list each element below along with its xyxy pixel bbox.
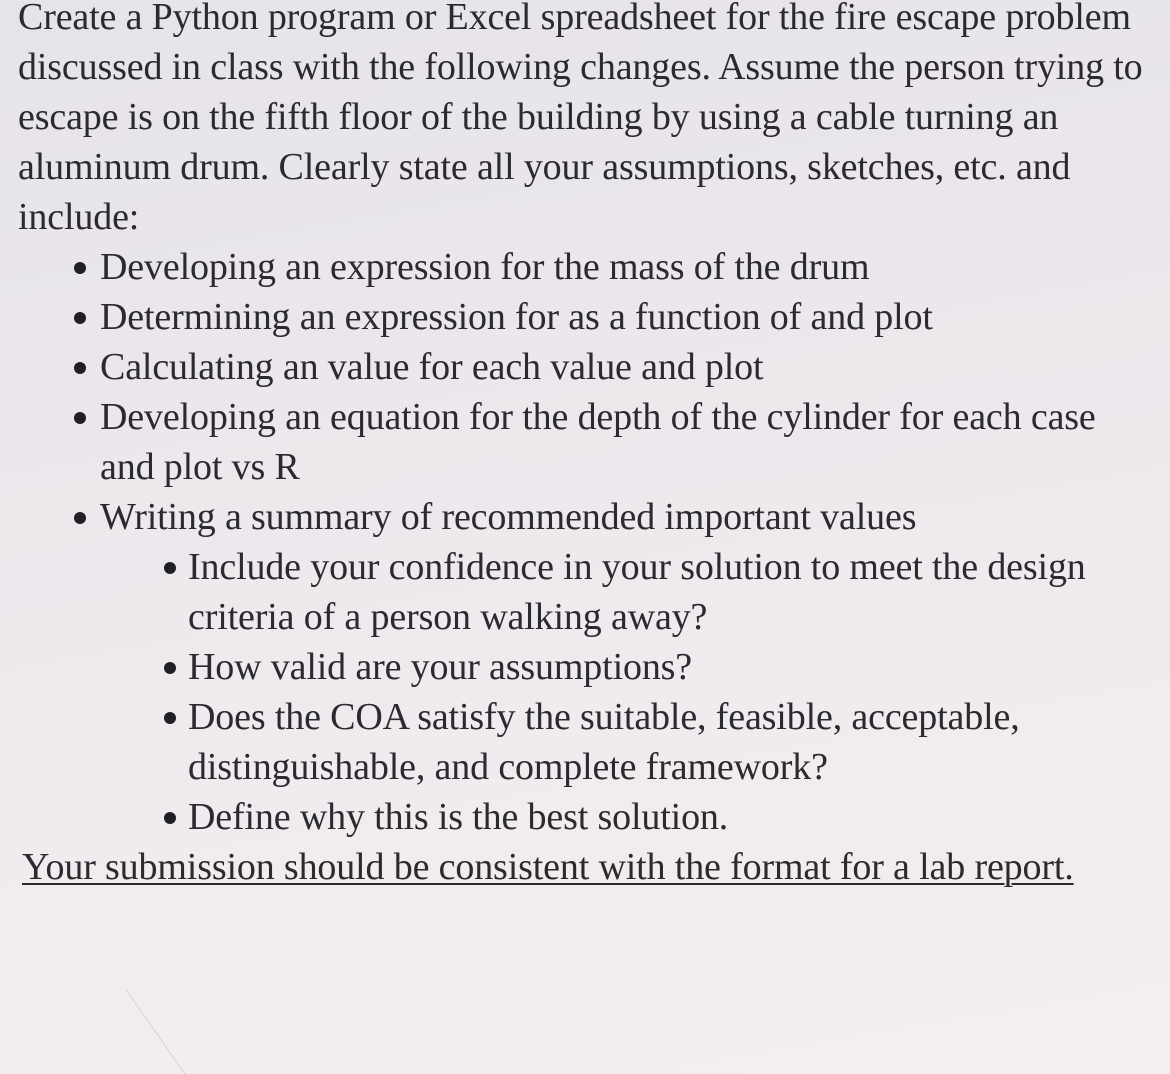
- sub-list-item-text: Define why this is the best solution.: [188, 796, 729, 838]
- sub-list-item-text: Include your confidence in your solution to meet the design criteria of a person walking away?: [188, 546, 1086, 638]
- bullet-icon: [164, 662, 176, 674]
- requirements-list: [18, 242, 1158, 842]
- list-item-text: Developing an expression for the mass of the drum: [100, 246, 870, 288]
- bullet-icon: [164, 712, 176, 724]
- sub-list-item: [100, 792, 1158, 842]
- list-item-text: Writing a summary of recommended important values: [100, 496, 917, 538]
- sub-list-item-text: Does the COA satisfy the suitable, feasible, acceptable, distinguishable, and complete framework?: [188, 696, 1020, 788]
- list-item: [18, 342, 1158, 392]
- bullet-icon: [164, 812, 176, 824]
- paper-crease: [126, 990, 266, 1074]
- bullet-icon: [74, 362, 86, 374]
- bullet-icon: [164, 562, 176, 574]
- list-item-text: Developing an equation for the depth of the cylinder for each case and plot vs R: [100, 396, 1096, 488]
- summary-sub-list: [100, 542, 1158, 842]
- sub-list-item: [100, 642, 1158, 692]
- list-item: [18, 242, 1158, 292]
- sub-list-item-text: How valid are your assumptions?: [188, 646, 693, 688]
- bullet-icon: [74, 412, 86, 424]
- bullet-icon: [74, 312, 86, 324]
- list-item: [18, 292, 1158, 342]
- submission-note: Your submission should be consistent with the format for a lab report.: [22, 846, 1074, 888]
- sub-list-item: [100, 692, 1158, 792]
- list-item-text: Calculating an value for each value and plot: [100, 346, 764, 388]
- bullet-icon: [74, 512, 86, 524]
- list-item-text: Determining an expression for as a function of and plot: [100, 296, 933, 338]
- intro-paragraph: Create a Python program or Excel spreadsheet for the fire escape problem discussed in class with the following changes. Assume the person trying to escape is on the fifth floor of the building by using a cable turning an aluminum drum. Clearly state all your assumptions, sketches, etc. and include:: [18, 0, 1143, 238]
- list-item: [18, 392, 1158, 492]
- sub-list-item: [100, 542, 1158, 642]
- assignment-document: [18, 0, 1158, 892]
- list-item: [18, 492, 1158, 842]
- bullet-icon: [74, 262, 86, 274]
